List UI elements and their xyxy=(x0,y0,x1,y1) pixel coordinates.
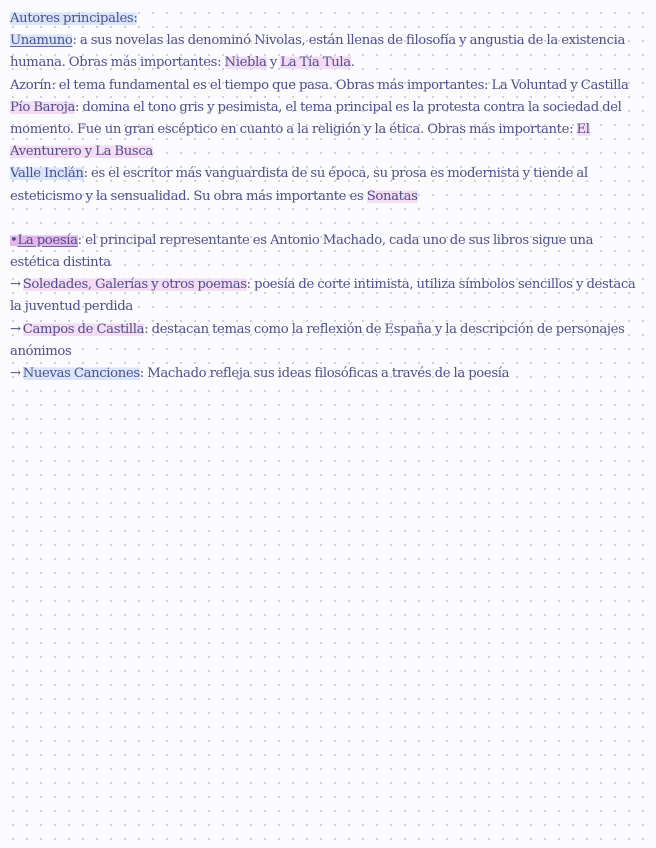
author-baroja: Pío Baroja xyxy=(10,99,75,115)
unamuno-joiner: y xyxy=(266,55,281,71)
book-description-nuevas: : Machado refleja sus ideas filosóficas a través de la poesía xyxy=(139,366,510,382)
book-title-soledades: Soledades, Galerías y otros poemas xyxy=(22,277,247,293)
book-item-campos xyxy=(10,319,640,363)
valle-description: : es el escritor más vanguardista de su época, su prosa es modernista y tiende al esteticismo y la sensualidad. Su obra más importante es xyxy=(10,166,588,204)
works-baroja: El Aventurero y La Busca xyxy=(10,122,590,160)
book-item-soledades xyxy=(10,274,640,318)
paragraph-baroja xyxy=(10,97,640,164)
bullet-icon: • xyxy=(10,232,18,248)
note-content xyxy=(10,8,640,385)
baroja-description: : domina el tono gris y pesimista, el tema principal es la protesta contra la sociedad del momento. Fue un gran escéptico en cuanto a la religión y la ética. Obras más importante: xyxy=(10,99,622,138)
work-sonatas: Sonatas xyxy=(366,188,418,204)
arrow-right-icon: → xyxy=(10,366,21,382)
paragraph-azorin xyxy=(10,75,640,97)
book-description-soledades: : poesía de corte intimista, utiliza símbolos sencillos y destaca la juventud perdida xyxy=(10,277,636,315)
paragraph-valle xyxy=(10,163,640,207)
arrow-right-icon: → xyxy=(10,321,21,337)
poesia-description: : el principal representante es Antonio Machado, cada uno de sus libros sigue una estética distinta xyxy=(10,232,594,271)
author-valle-inclan: Valle Inclán xyxy=(10,166,84,182)
poesia-title: La poesía xyxy=(17,232,78,248)
paragraph-unamuno xyxy=(10,30,640,74)
arrow-right-icon: → xyxy=(10,277,21,293)
book-description-campos: : destacan temas como la reflexión de España y la descripción de personajes anónimos xyxy=(10,321,625,359)
book-title-nuevas: Nuevas Canciones xyxy=(22,366,140,382)
paragraph-poesia xyxy=(10,230,640,274)
book-title-campos: Campos de Castilla xyxy=(22,321,145,337)
spacer xyxy=(10,208,640,230)
unamuno-end: . xyxy=(350,55,355,71)
section-heading xyxy=(10,8,640,30)
work-la-tia-tula: La Tía Tula xyxy=(280,55,351,71)
unamuno-description: : a sus novelas las denominó Nivolas, están llenas de filosofía y angustia de la existencia humana. Obras más importantes: xyxy=(10,33,625,71)
work-niebla: Niebla xyxy=(224,55,267,71)
author-unamuno: Unamuno xyxy=(10,33,73,49)
azorin-description: Azorín: el tema fundamental es el tiempo que pasa. Obras más importantes: La Voluntad y Castilla xyxy=(10,77,629,93)
poesia-title-highlight xyxy=(10,233,78,248)
heading-text: Autores principales: xyxy=(10,11,138,26)
book-item-nuevas xyxy=(10,363,640,385)
